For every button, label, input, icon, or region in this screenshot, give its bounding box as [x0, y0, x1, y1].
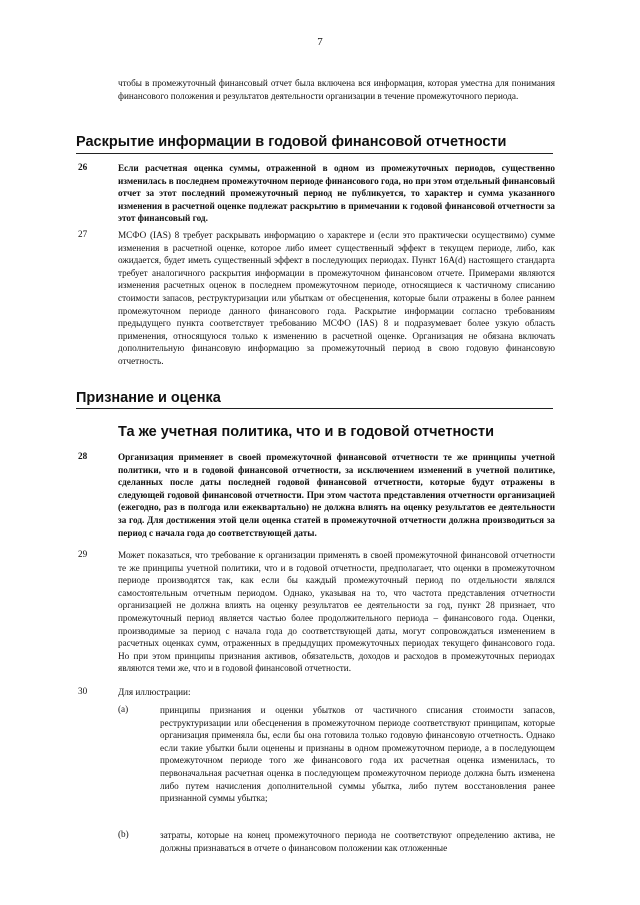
paragraph-number: 26 — [78, 162, 88, 172]
paragraph-30-intro: Для иллюстрации: — [118, 687, 191, 697]
section-heading-disclosure: Раскрытие информации в годовой финансовой отчетности — [76, 134, 507, 150]
section-heading-recognition: Признание и оценка — [76, 390, 221, 406]
paragraph-26: Если расчетная оценка суммы, отраженной в одном из промежуточных периодов, существенно изменилась в последнем промежуточном периоде финансового года, но при этом отдельный финансовый отчет за этот последний промежуточный период не публикуется, то характер и сумма указанного изменения в расчетной оценке подлежат раскрытию в примечании к годовой финансовой отчетности за этот финансовый год. — [118, 163, 555, 224]
paragraph-27: МСФО (IAS) 8 требует раскрывать информацию о характере и (если это практически осуществимо) сумме изменения в расчетной оценке, которое либо имеет существенный эффект в текущем периоде, либо, как ожидается, будет иметь существенный эффект в последующих периодах. Пункт 16А(d) настоящего стандарта требует аналогичного раскрытия информации в промежуточном финансовом отчете. Примерами являются изменения расчетных оценок в последнем промежуточном периоде, относящиеся к частичному списанию стоимости запасов, реструктуризации или убыткам от обесценения, которые были отражены в более раннем промежуточном периоде данного финансового года. Раскрытие информации согласно требованиям предыдущего пункта соответствует требованию МСФО (IAS) 8 и подразумевает более узкую область применения, относящуюся только к изменению в расчетной оценке. Организация не обязана включать дополнительную финансовую информацию за промежуточный период в свою годовую финансовую отчетность. — [118, 230, 555, 366]
paragraph-28: Организация применяет в своей промежуточной финансовой отчетности те же принципы учетной политики, что и в годовой финансовой отчетности, за исключением изменений в учетной политике, сделанных после даты последней годовой финансовой отчетности, которые будут отражены в следующей годовой финансовой отчетности. При этом частота представления отчетности организацией (ежегодно, раз в полгода или ежеквартально) не должна влиять на оценку результатов ее деятельности за год. Для достижения этой цели оценка статей в промежуточной отчетности должна производиться за период с начала года до соответствующей даты. — [118, 452, 555, 538]
paragraph-number: 29 — [78, 549, 88, 559]
paragraph-number: 30 — [78, 686, 88, 696]
intro-paragraph: чтобы в промежуточный финансовый отчет была включена вся информация, которая уместна для понимания финансового положения и результатов деятельности организации в течение промежуточного периода. — [118, 78, 555, 101]
page-number: 7 — [317, 36, 323, 48]
paragraph-number: 27 — [78, 229, 88, 239]
list-item-label: (b) — [118, 829, 129, 839]
list-item-label: (a) — [118, 704, 129, 714]
paragraph-number: 28 — [78, 451, 88, 461]
subsection-heading: Та же учетная политика, что и в годовой отчетности — [118, 424, 495, 440]
paragraph-29: Может показаться, что требование к организации применять в своей промежуточной финансовой отчетности те же принципы учетной политики, что и в годовой отчетности, предполагает, что оценки в промежуточном периоде производятся так, как если бы каждый промежуточный период по отдельности являлся самостоятельным отчетным периодом. Однако, указывая на то, что частота представления отчетности организацией не должна влиять на оценку результатов ее деятельности за год, пункт 28 признает, что промежуточный период является частью более продолжительного периода – финансового года. Оценки, производимые за период с начала года до соответствующей даты, могут сопровождаться изменением в расчетных оценках сумм, отраженных в предыдущих промежуточных периодах текущего финансового года. Но при этом принципы признания активов, обязательств, доходов и расходов в промежуточных периодах являются теми же, что и в годовой финансовой отчетности. — [118, 550, 555, 674]
list-item: затраты, которые на конец промежуточного периода не соответствуют определению актива, не должны признаваться в отчете о финансовом положении как отложенные — [160, 830, 555, 853]
list-item: принципы признания и оценки убытков от частичного списания стоимости запасов, реструктуризации или обесценения в промежуточном периоде соответствуют принципам, которые организация применяла бы, если бы она готовила только годовую финансовую отчетность. Однако если такие убытки были оценены и признаны в одном промежуточном периоде, а в последующем промежуточном периоде того же финансового года их расчетная оценка изменилась, то первоначальная расчетная оценка в последующем промежуточном периоде должна быть изменена либо путем начисления дополнительной суммы убытка, либо путем восстановления ранее признанной суммы убытка; — [160, 705, 555, 804]
section-rule — [76, 408, 553, 409]
section-rule — [76, 153, 553, 154]
